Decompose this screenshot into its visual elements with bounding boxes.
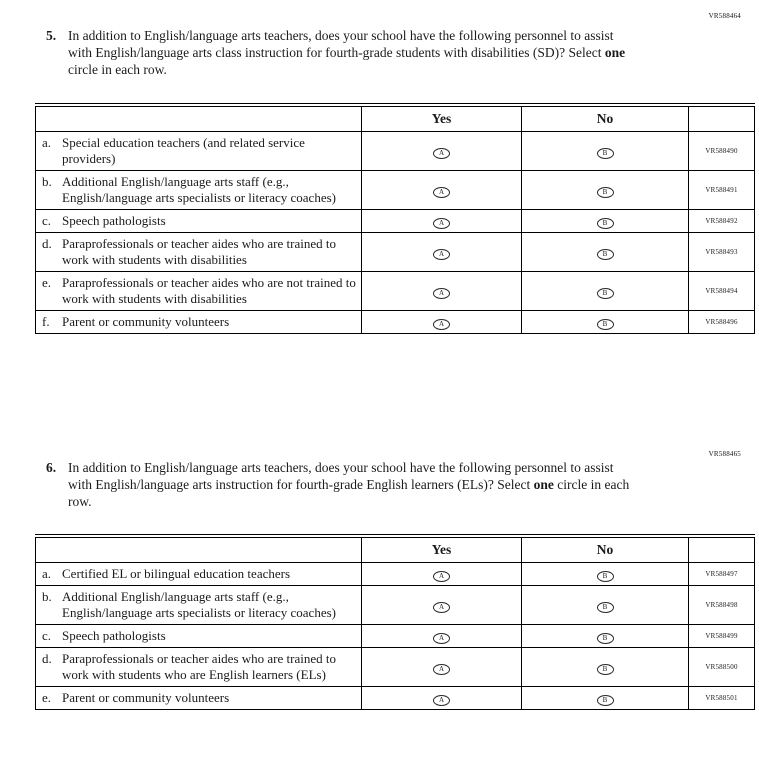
row-letter: d. [42,650,52,666]
yes-cell [362,232,522,271]
row-statement [36,585,362,624]
response-oval-no[interactable] [597,148,614,159]
response-oval-yes[interactable] [433,288,450,299]
row-statement [36,232,362,271]
no-column-header: No [522,105,689,131]
vr-code: VR588492 [689,209,755,232]
response-oval-yes[interactable] [433,218,450,229]
question-block [46,27,635,78]
yes-cell [362,585,522,624]
yes-cell [362,271,522,310]
row-text: Speech pathologists [62,627,166,643]
oval-glyph: A [438,319,445,328]
row-letter: d. [42,235,52,251]
oval-glyph: A [438,571,445,580]
response-oval-no[interactable] [597,633,614,644]
vr-column-header [689,105,755,131]
vr-code: VR588497 [689,562,755,585]
response-oval-no[interactable] [597,664,614,675]
row-text: Special education teachers (and related service providers) [62,134,305,166]
oval-glyph: A [438,148,445,157]
table-row [36,232,755,271]
header-row [36,536,755,562]
table-row [36,131,755,170]
table-row [36,170,755,209]
row-letter: a. [42,565,52,581]
statement-column-header [36,536,362,562]
row-statement [36,562,362,585]
oval-glyph: A [438,602,445,611]
oval-glyph: B [602,319,608,328]
vr-code: VR588494 [689,271,755,310]
table-row [36,209,755,232]
response-oval-yes[interactable] [433,664,450,675]
row-text: Paraprofessionals or teacher aides who are not trained to work with students with disabilities [62,274,356,306]
vr-code: VR588490 [689,131,755,170]
row-letter: e. [42,274,52,290]
table-row [36,585,755,624]
row-text: Certified EL or bilingual education teachers [62,565,291,581]
row-statement [36,131,362,170]
row-text: Additional English/language arts staff (e.g., English/language arts specialists or literacy coaches) [62,588,336,620]
response-oval-yes[interactable] [433,695,450,706]
row-letter: c. [42,627,52,643]
oval-glyph: B [602,695,608,704]
yes-cell [362,562,522,585]
oval-glyph: B [602,602,608,611]
no-cell [522,232,689,271]
statement-column-header [36,105,362,131]
row-letter: e. [42,689,52,705]
row-text: Additional English/language arts staff (e.g., English/language arts specialists or literacy coaches) [62,173,336,205]
table-row [36,624,755,647]
question-text-part: In addition to English/language arts teachers, does your school have the following personnel to assist with English/language arts instruction for fourth-grade English learners (ELs)? Select [68,460,614,492]
no-cell [522,686,689,709]
response-oval-yes[interactable] [433,571,450,582]
row-letter: c. [42,212,52,228]
row-statement [36,170,362,209]
row-letter: f. [42,313,50,329]
oval-glyph: B [602,664,608,673]
question-5-table [35,103,755,334]
no-cell [522,170,689,209]
question-text-part: In addition to English/language arts teachers, does your school have the following personnel to assist with English/language arts class instruction for fourth-grade students with disabilities (SD)? Select [68,28,614,60]
no-column-header: No [522,536,689,562]
no-cell [522,131,689,170]
vr-code: VR588498 [689,585,755,624]
yes-cell [362,647,522,686]
oval-glyph: A [438,218,445,227]
response-oval-yes[interactable] [433,602,450,613]
table-row [36,562,755,585]
table-row [36,271,755,310]
no-cell [522,209,689,232]
question-text-part: circle in each row. [68,62,167,77]
vr-code: VR588493 [689,232,755,271]
question-text-bold: one [533,477,554,492]
response-oval-no[interactable] [597,249,614,260]
question-number: 6. [46,460,57,475]
response-oval-no[interactable] [597,218,614,229]
row-text: Parent or community volunteers [62,689,230,705]
oval-glyph: B [602,218,608,227]
vr-code: VR588491 [689,170,755,209]
yes-cell [362,170,522,209]
vr-code: VR588464 [708,12,741,20]
response-oval-yes[interactable] [433,187,450,198]
question-number: 5. [46,28,57,43]
response-oval-yes[interactable] [433,319,450,330]
oval-glyph: B [602,633,608,642]
no-cell [522,624,689,647]
yes-cell [362,310,522,333]
row-statement [36,647,362,686]
yes-column-header: Yes [362,536,522,562]
vr-column-header [689,536,755,562]
response-oval-no[interactable] [597,602,614,613]
vr-code: VR588499 [689,624,755,647]
row-statement [36,310,362,333]
row-statement [36,624,362,647]
oval-glyph: A [438,288,445,297]
header-row [36,105,755,131]
row-text: Paraprofessionals or teacher aides who are trained to work with students who are English learners (ELs) [62,650,336,682]
question-text-part: circle in each row. [68,477,630,509]
row-statement [36,686,362,709]
oval-glyph: A [438,695,445,704]
oval-glyph: B [602,288,608,297]
table-row [36,647,755,686]
response-oval-no[interactable] [597,187,614,198]
oval-glyph: A [438,187,445,196]
response-oval-yes[interactable] [433,633,450,644]
question-block [46,459,635,510]
oval-glyph: A [438,664,445,673]
row-text: Parent or community volunteers [62,313,230,329]
no-cell [522,562,689,585]
question-text [68,27,635,78]
row-letter: b. [42,173,52,189]
question-6-table [35,534,755,710]
vr-code: VR588496 [689,310,755,333]
no-cell [522,585,689,624]
question-text [68,459,635,510]
response-oval-no[interactable] [597,288,614,299]
no-cell [522,310,689,333]
oval-glyph: B [602,249,608,258]
oval-glyph: B [602,571,608,580]
row-text: Paraprofessionals or teacher aides who are trained to work with students with disabilities [62,235,336,267]
vr-code: VR588501 [689,686,755,709]
response-oval-yes[interactable] [433,249,450,260]
vr-code: VR588500 [689,647,755,686]
response-oval-no[interactable] [597,571,614,582]
table-row [36,686,755,709]
row-text: Speech pathologists [62,212,166,228]
question-text-bold: one [604,45,626,60]
yes-column-header: Yes [362,105,522,131]
table-row [36,310,755,333]
response-oval-no[interactable] [597,319,614,330]
response-oval-no[interactable] [597,695,614,706]
yes-cell [362,686,522,709]
oval-glyph: B [602,148,608,157]
oval-glyph: B [602,187,608,196]
row-statement [36,271,362,310]
yes-cell [362,131,522,170]
yes-cell [362,209,522,232]
vr-code: VR588465 [708,450,741,458]
oval-glyph: A [438,249,445,258]
row-statement [36,209,362,232]
row-letter: a. [42,134,52,150]
no-cell [522,647,689,686]
no-cell [522,271,689,310]
yes-cell [362,624,522,647]
row-letter: b. [42,588,52,604]
response-oval-yes[interactable] [433,148,450,159]
oval-glyph: A [438,633,445,642]
